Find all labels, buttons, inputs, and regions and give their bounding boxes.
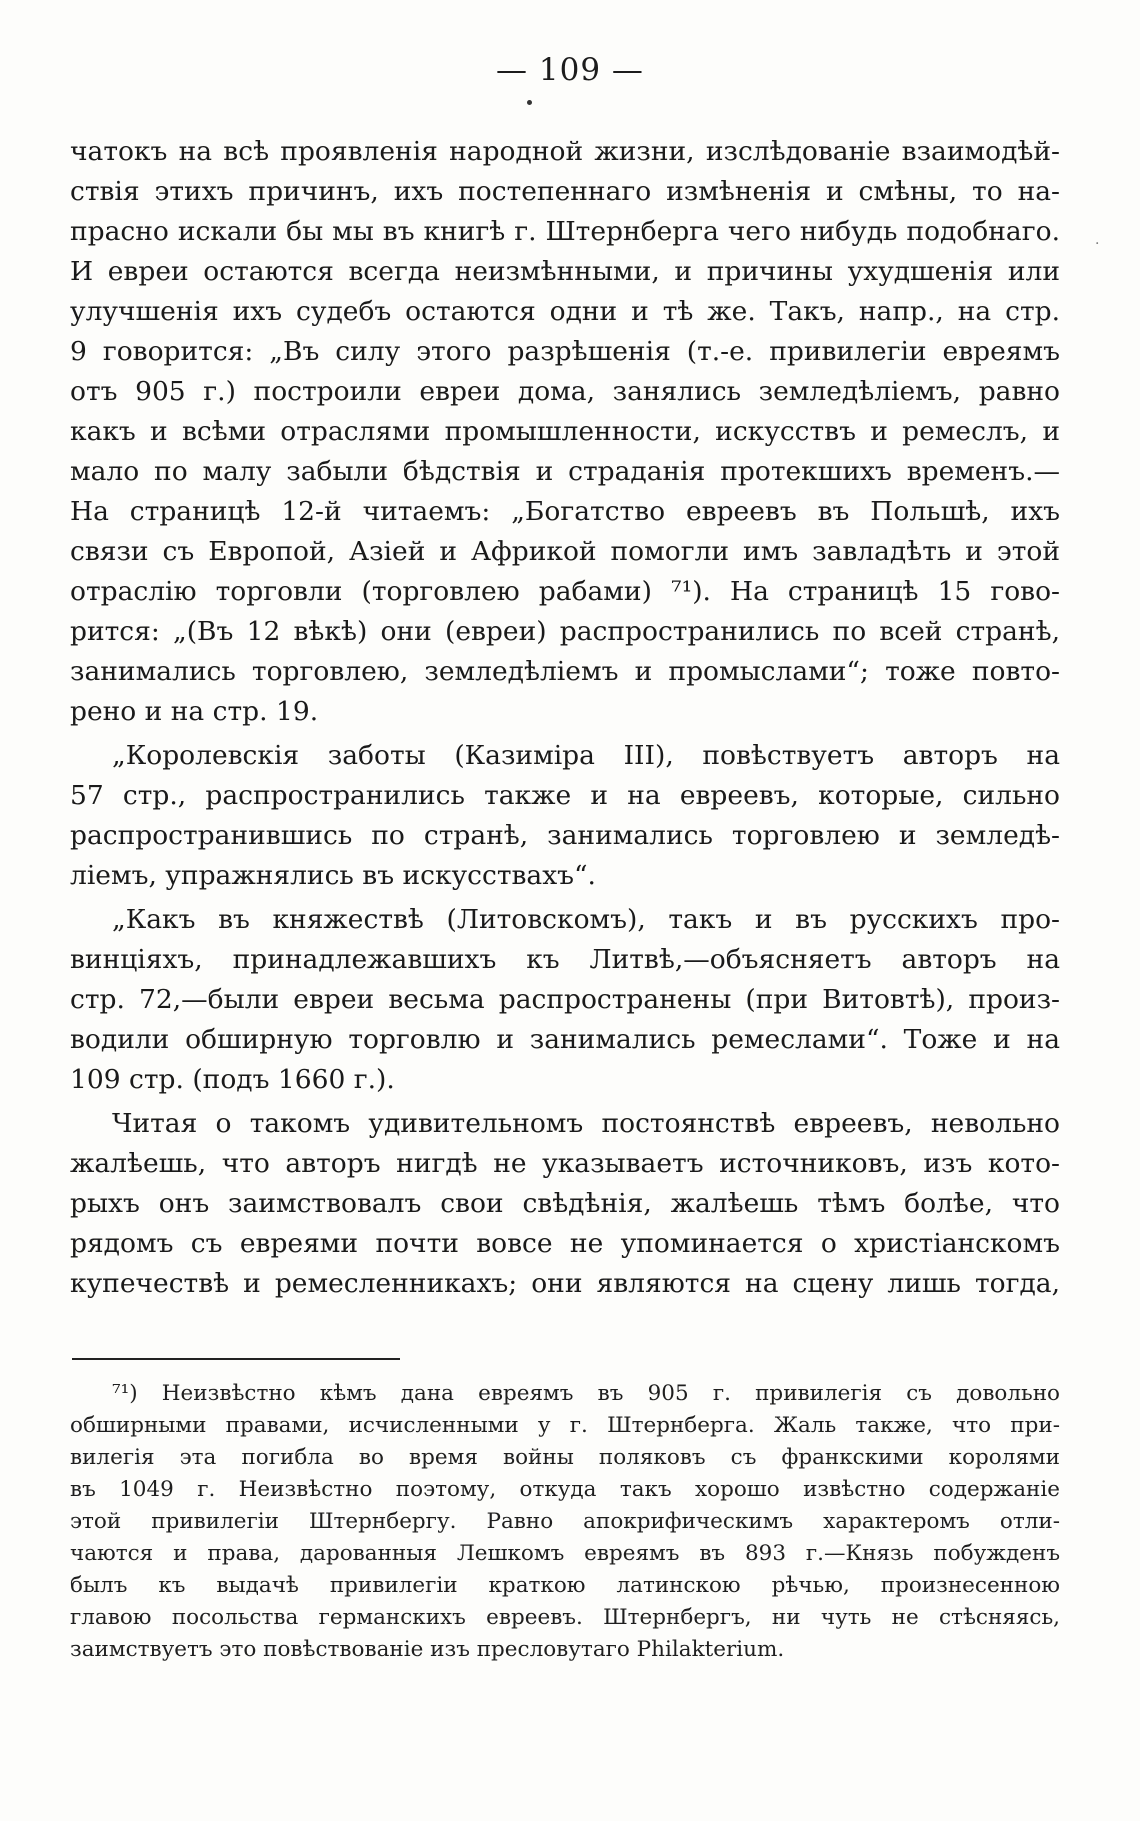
text-line: рено и на стр. 19.	[70, 696, 319, 727]
footnote-line: въ 1049 г. Неизвѣстно поэтому, откуда такъ хорошо извѣстно содержаніе	[70, 1477, 1060, 1502]
text-line: прасно искали бы мы въ книгѣ г. Штернберга чего нибудь подобнаго.	[70, 216, 1060, 247]
text-line: связи съ Европой, Азіей и Африкой помогли имъ завладѣть и этой	[70, 536, 1060, 567]
text-line: И евреи остаются всегда неизмѣнными, и причины ухудшенія или	[70, 256, 1060, 287]
footnote-line: чаются и права, дарованныя Лешкомъ евреямъ въ 893 г.—Князь побужденъ	[70, 1541, 1060, 1566]
text-line: ствія этихъ причинъ, ихъ постепеннаго измѣненія и смѣны, то на-	[70, 176, 1060, 207]
footnote-divider	[72, 1358, 400, 1360]
text-line: рыхъ онъ заимствовалъ свои свѣдѣнія, жалѣешь тѣмъ болѣе, что	[70, 1188, 1060, 1219]
main-text	[70, 132, 1060, 1304]
text-line: ліемъ, упражнялись въ искусствахъ“.	[70, 860, 596, 891]
text-line: „Какъ въ княжествѣ (Литовскомъ), такъ и въ русскихъ про-	[112, 904, 1060, 935]
text-line: стр. 72,—были евреи весьма распространены (при Витовтѣ), произ-	[70, 984, 1060, 1015]
text-line: отраслію торговли (торговлею рабами) ⁷¹). На страницѣ 15 гово-	[70, 576, 1060, 607]
text-line: На страницѣ 12-й читаемъ: „Богатство евреевъ въ Польшѣ, ихъ	[70, 496, 1060, 527]
text-line: „Королевскія заботы (Казиміра III), повѣствуетъ авторъ на	[112, 740, 1060, 771]
text-line: 109 стр. (подъ 1660 г.).	[70, 1064, 395, 1095]
text-line: рится: „(Въ 12 вѣкѣ) они (евреи) распространились по всей странѣ,	[70, 616, 1060, 647]
text-line: 57 стр., распространились также и на евреевъ, которые, сильно	[70, 780, 1060, 811]
text-line: какъ и всѣми отраслями промышленности, искусствъ и ремеслъ, и	[70, 416, 1060, 447]
footnote-line: этой привилегіи Штернбергу. Равно апокрифическимъ характеромъ отли-	[70, 1509, 1060, 1534]
page-number-dot	[527, 100, 532, 105]
page-number: — 109 —	[496, 52, 644, 88]
text-line: Читая о такомъ удивительномъ постоянствѣ евреевъ, невольно	[112, 1108, 1060, 1139]
footnote-line: ⁷¹) Неизвѣстно кѣмъ дана евреямъ въ 905 г. привилегія съ довольно	[112, 1381, 1060, 1406]
footnote-line: главою посольства германскихъ евреевъ. Штернбергъ, ни чуть не стѣсняясь,	[70, 1605, 1060, 1630]
text-line: 9 говорится: „Въ силу этого разрѣшенія (т.-е. привилегіи евреямъ	[70, 336, 1060, 367]
footnote-line: былъ къ выдачѣ привилегіи краткою латинскою рѣчью, произнесенною	[70, 1573, 1060, 1598]
text-line: жалѣешь, что авторъ нигдѣ не указываетъ источниковъ, изъ кото-	[70, 1148, 1060, 1179]
text-line: водили обширную торговлю и занимались ремеслами“. Тоже и на	[70, 1024, 1060, 1055]
footnote-line: обширными правами, исчисленными у г. Штернберга. Жаль также, что при-	[70, 1413, 1060, 1438]
text-line: занимались торговлею, земледѣліемъ и промыслами“; тоже повто-	[70, 656, 1060, 687]
margin-mark: ·	[1095, 236, 1100, 252]
text-line: отъ 905 г.) построили евреи дома, занялись земледѣліемъ, равно	[70, 376, 1060, 407]
text-line: купечествѣ и ремесленникахъ; они являются на сцену лишь тогда,	[70, 1268, 1060, 1299]
text-line: улучшенія ихъ судебъ остаются одни и тѣ же. Такъ, напр., на стр.	[70, 296, 1060, 327]
text-line: мало по малу забыли бѣдствія и страданія протекшихъ временъ.—	[70, 456, 1060, 487]
footnote-line: вилегія эта погибла во время войны поляковъ съ франкскими королями	[70, 1445, 1060, 1470]
text-line: распространившись по странѣ, занимались торговлею и земледѣ-	[70, 820, 1060, 851]
text-line: рядомъ съ евреями почти вовсе не упоминается о христіанскомъ	[70, 1228, 1060, 1259]
footnote-line: заимствуетъ это повѣствованіе изъ пресловутаго Philakterium.	[70, 1637, 785, 1662]
footnotes	[70, 1378, 1060, 1666]
text-line: чатокъ на всѣ проявленія народной жизни, изслѣдованіе взаимодѣй-	[70, 136, 1060, 167]
text-line: винціяхъ, принадлежавшихъ къ Литвѣ,—объясняетъ авторъ на	[70, 944, 1060, 975]
